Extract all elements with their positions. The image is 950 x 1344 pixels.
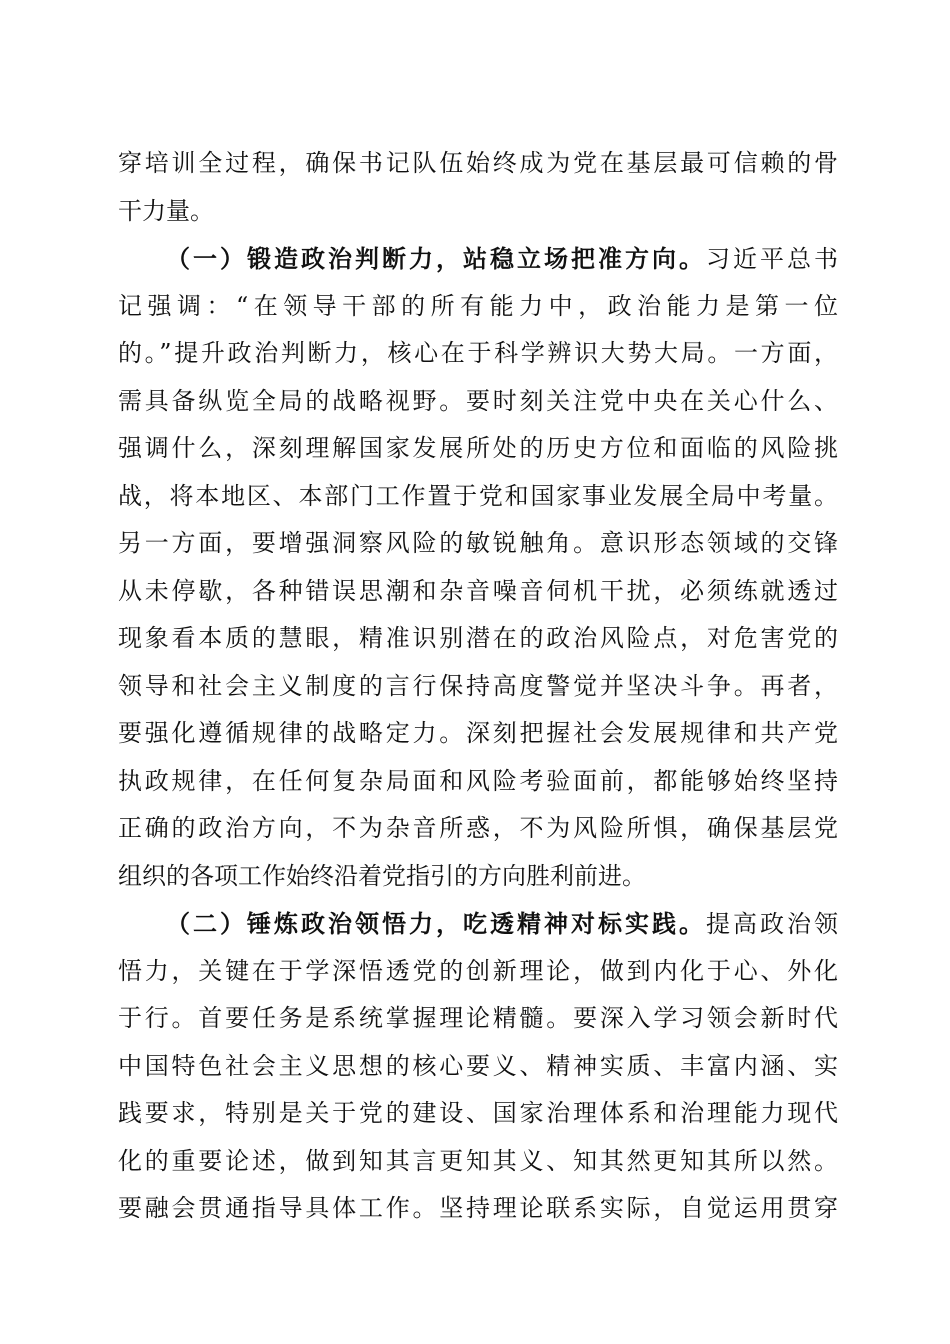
text-line: 悟力，关键在于学深悟透党的创新理论，做到内化于心、外化 — [118, 956, 838, 985]
section-heading-line — [118, 235, 838, 283]
text-line: 现象看本质的慧眼，精准识别潜在的政治风险点，对危害党的 — [118, 624, 838, 652]
section-heading-1: （一）锻造政治判断力，站稳立场把准方向。 — [166, 244, 706, 273]
text-line: 要融会贯通指导具体工作。坚持理论联系实际，自觉运用贯穿 — [118, 1194, 838, 1222]
text-line: 另一方面，要增强洞察风险的敏锐触角。意识形态领域的交锋 — [118, 529, 838, 557]
text-span: 提高政治领 — [706, 910, 838, 938]
text-span: 习近平总书 — [706, 245, 838, 273]
text-line: 于行。首要任务是系统掌握理论精髓。要深入学习领会新时代 — [118, 1004, 838, 1032]
section-heading-2: （二）锤炼政治领悟力，吃透精神对标实践。 — [166, 909, 706, 938]
text-line: 需具备纵览全局的战略视野。要时刻关注党中央在关心什么、 — [118, 386, 838, 415]
text-line: 战，将本地区、本部门工作置于党和国家事业发展全局中考量。 — [118, 481, 838, 510]
text-line: 化的重要论述，做到知其言更知其义、知其然更知其所以然。 — [118, 1146, 838, 1175]
section-heading-line — [118, 900, 838, 948]
text-line: 正确的政治方向，不为杂音所惑，不为风险所惧，确保基层党 — [118, 814, 838, 842]
text-line: 记强调：“在领导干部的所有能力中，政治能力是第一位 — [118, 291, 838, 320]
text-line: 的。”提升政治判断力，核心在于科学辨识大势大局。一方面， — [118, 339, 838, 367]
text-line: 践要求，特别是关于党的建设、国家治理体系和治理能力现代 — [118, 1099, 838, 1127]
body-text — [118, 140, 838, 1233]
text-line: 领导和社会主义制度的言行保持高度警觉并坚决斗争。再者， — [118, 671, 838, 700]
text-line: 执政规律，在任何复杂局面和风险考验面前，都能够始终坚持 — [118, 766, 838, 795]
text-line: 从未停歇，各种错误思潮和杂音噪音伺机干扰，必须练就透过 — [118, 576, 838, 605]
text-line: 干力量。 — [118, 196, 214, 225]
text-line: 组织的各项工作始终沿着党指引的方向胜利前进。 — [118, 861, 646, 890]
text-line: 中国特色社会主义思想的核心要义、精神实质、丰富内涵、实 — [118, 1051, 838, 1080]
text-line: 要强化遵循规律的战略定力。深刻把握社会发展规律和共产党 — [118, 719, 838, 747]
text-line: 穿培训全过程，确保书记队伍始终成为党在基层最可信赖的骨 — [118, 149, 838, 177]
text-line: 强调什么，深刻理解国家发展所处的历史方位和面临的风险挑 — [118, 434, 838, 462]
